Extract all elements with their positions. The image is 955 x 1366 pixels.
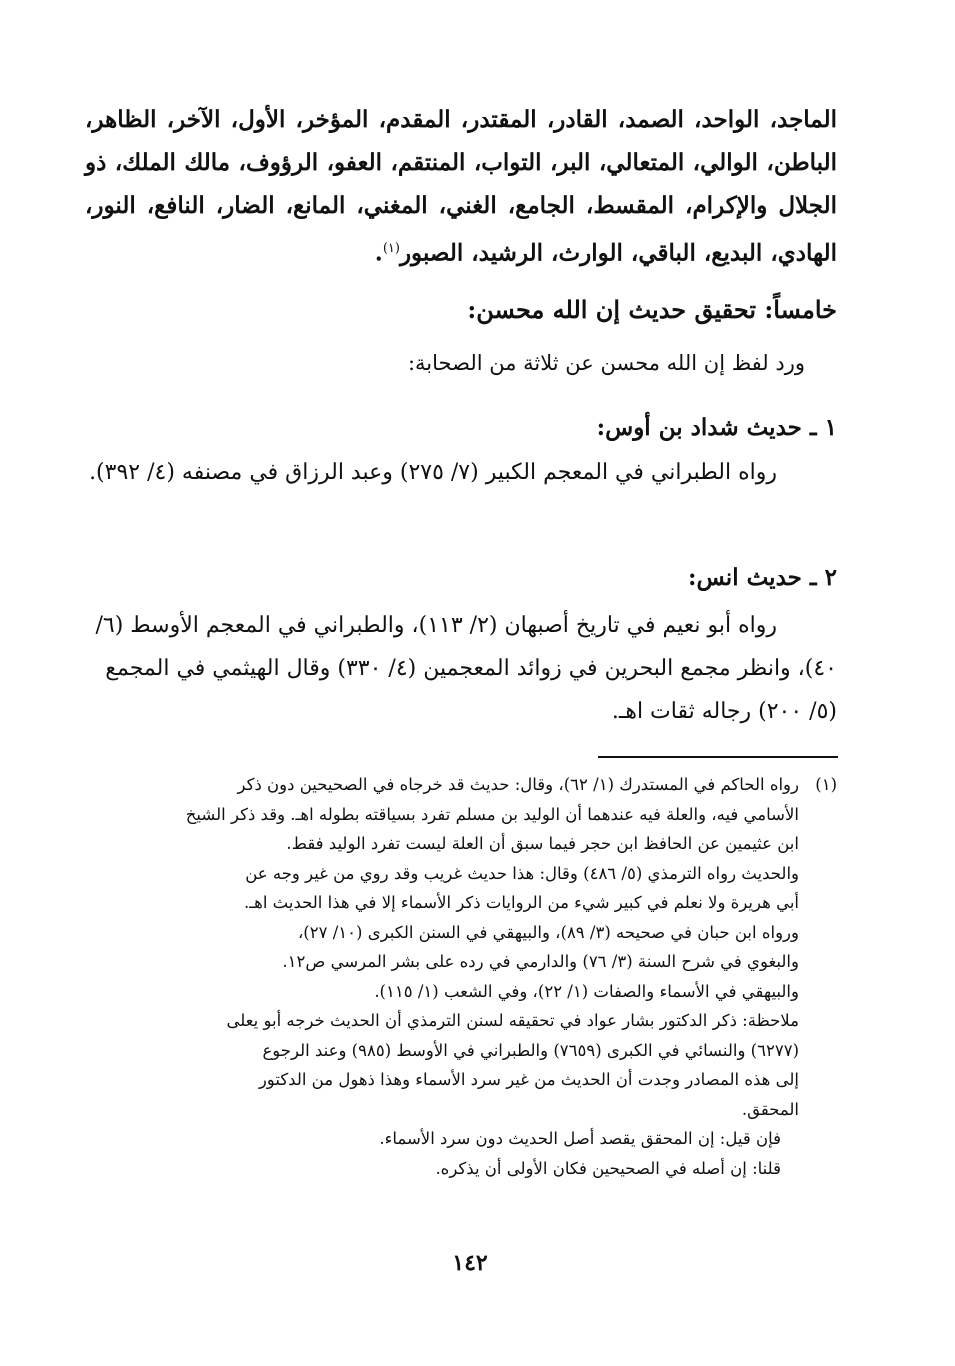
names-period: . — [374, 239, 383, 267]
page-number: ١٤٢ — [452, 1250, 488, 1276]
footnote-question: فإن قيل: إن المحقق يقصد أصل الحديث دون سرد الأسماء. — [379, 1129, 781, 1148]
footnote-line: ورواه ابن حبان في صحيحه (٣/ ٨٩)، والبيهقي في السنن الكبرى (١٠/ ٢٧)، — [297, 922, 799, 942]
footnote-line: والبغوي في شرح السنة (٣/ ٧٦) والدارمي في رده على بشر المرسي ص١٢. — [282, 952, 799, 971]
footnote-number: (١) — [815, 775, 837, 794]
footnote — [75, 770, 837, 1183]
footnote-line: المحقق. — [741, 1099, 799, 1119]
footnote-line: ابن عثيمين عن الحافظ ابن حجر فيما سبق أن العلة ليست تفرد الوليد فقط. — [286, 834, 799, 853]
section-intro: ورد لفظ إن الله محسن عن ثلاثة من الصحابة: — [407, 351, 805, 375]
footnote-answer: قلنا: إن أصله في الصحيحين فكان الأولى أن يذكره. — [435, 1158, 781, 1178]
footnote-line: (٦٢٧٧) والنسائي في الكبرى (٧٦٥٩) والطبراني في الأوسط (٩٨٥) وعند الرجوع — [262, 1040, 799, 1060]
divine-names-paragraph — [85, 98, 837, 275]
footnote-body — [75, 770, 799, 1183]
hadith-1-heading: ١ ـ حديث شداد بن أوس: — [596, 414, 837, 441]
footnote-line: والحديث رواه الترمذي (٥/ ٤٨٦) وقال: هذا حديث غريب وقد روي من غير وجه عن — [245, 863, 799, 883]
footnote-line: ملاحظة: ذكر الدكتور بشار عواد في تحقيقه لسنن الترمذي أن الحديث خرجه أبو يعلى — [226, 1011, 799, 1030]
footnote-line: والبيهقي في الأسماء والصفات (١/ ٢٢)، وفي الشعب (١/ ١١٥). — [374, 981, 799, 1001]
footnote-line: رواه الحاكم في المستدرك (١/ ٦٢)، وقال: حديث قد خرجاه في الصحيحين دون ذكر — [237, 775, 799, 794]
footnote-marker: (١) — [382, 241, 400, 256]
footnote-line: الأسامي فيه، والعلة فيه عندهما أن الوليد بن مسلم تفرد بسياقته بطوله اهـ. وقد ذكر الشيخ — [185, 804, 799, 824]
footnote-divider — [598, 756, 838, 758]
section-heading: خامساً: تحقيق حديث إن الله محسن: — [467, 295, 837, 324]
hadith-1-text: رواه الطبراني في المعجم الكبير (٧/ ٢٧٥) وعبد الرزاق في مصنفه (٤/ ٣٩٢). — [89, 460, 777, 485]
names-text: الماجد، الواحد، الصمد، القادر، المقتدر، المقدم، المؤخر، الأول، الآخر، الظاهر، الباطن، الوالي، المتعالي، البر، التواب، المنتقم، العفو، الرؤوف، مالك الملك، ذو الجلال والإكرام، المقسط، الجامع، الغني، المغني، المانع، الضار، النافع، النور، الهادي، البديع، الباقي، الوارث، الرشيد، الصبور — [85, 106, 837, 267]
hadith-2-heading: ٢ ـ حديث انس: — [687, 564, 837, 591]
footnote-line: أبي هريرة ولا نعلم في كبير شيء من الروايات ذكر الأسماء إلا في هذا الحديث اهـ. — [244, 893, 799, 912]
hadith-2-text: رواه أبو نعيم في تاريخ أصبهان (٢/ ١١٣)، والطبراني في المعجم الأوسط (٦/ ٤٠)، وانظر مجمع البحرين في زوائد المعجمين (٤/ ٣٣٠) وقال الهيثمي في المجمع (٥/ ٢٠٠) رجاله ثقات اهـ. — [95, 613, 837, 724]
footnote-line: إلى هذه المصادر وجدت أن الحديث من غير سرد الأسماء وهذا ذهول من الدكتور — [258, 1070, 799, 1089]
